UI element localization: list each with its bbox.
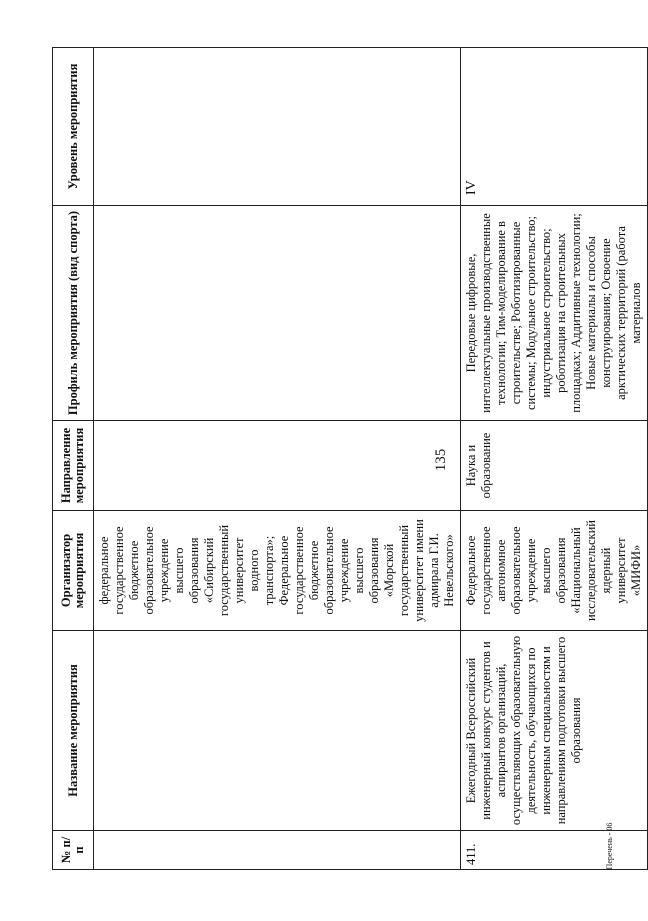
cont-profile-cell [94, 206, 461, 421]
table-row-continuation [94, 48, 461, 870]
table-header-row [53, 48, 94, 870]
footer-note: Перечень - 06 [605, 822, 614, 870]
cont-num-cell [94, 831, 461, 870]
row-411-num: 411. [461, 831, 648, 870]
row-411-direction: Наука и образование [461, 421, 648, 511]
header-num: № п/п [53, 831, 94, 870]
page-number: 135 [433, 448, 449, 472]
cont-level-cell [94, 48, 461, 206]
row-411-level: IV [461, 48, 648, 206]
events-table [52, 47, 648, 870]
cont-name-cell [94, 631, 461, 831]
header-level: Уровень мероприятия [53, 48, 94, 206]
row-411-name: Ежегодный Всероссийский инженерный конкурс студентов и аспирантов организаций, осуществляющих образовательную деятельность, обучающихся по инженерным специальностям и направлениям подготовки высшего образования [461, 631, 648, 831]
row-411-profile: Передовые цифровые, интеллектуальные производственные технологии; Тим-моделирование в строительстве; Роботизированные системы; Модульное строительство; индустриальное строительство; роботизация на строительных площадках; Аддитивные технологии; Новые материалы и способы конструирования; Освоение арктических территорий (работа материалов [461, 206, 648, 421]
table-row-411 [461, 48, 648, 870]
row-411-organizer: Федеральное государственное автономное образовательное учреждение высшего образования «Национальный исследовательский ядерный университет «МИФИ» [461, 511, 648, 631]
header-direction: Направление мероприятия [53, 421, 94, 511]
header-profile: Профиль мероприятия (вид спорта) [53, 206, 94, 421]
cont-organizer-cell: федеральное государственное бюджетное образовательное учреждение высшего образования «Сибирский государственный университет водного транспорта»; Федеральное государственное бюджетное образовательное учреждение высшего образования «Морской государственный университет имени адмирала Г.И. Невельского» [94, 511, 461, 631]
cont-direction-cell [94, 421, 461, 511]
header-name: Название мероприятия [53, 631, 94, 831]
header-organizer: Организатор мероприятия [53, 511, 94, 631]
